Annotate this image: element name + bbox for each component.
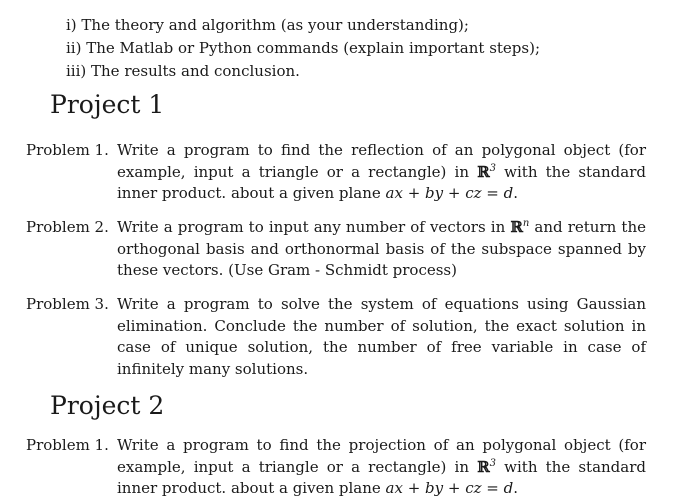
project-1-heading: Project 1 [50,90,165,119]
problem-label: Problem 1. [26,436,109,454]
plane-equation: ax + by + cz = d [385,184,514,202]
problem-text: Write a program to find the projection of an polygonal object (for example, input a triangle or a rectangle) in ℝ$^3$ with the standard inner product. about a given plane ax + by + cz = d. [117,436,646,497]
plane-equation: ax + by + cz = d [385,479,514,497]
deliverable-item-theory: i) The theory and algorithm (as your understanding); [66,16,469,34]
real-space-symbol: ℝ [477,162,490,181]
project-2-problem-1 [26,435,646,500]
project-1-problem-3 [26,294,646,380]
deliverables-list [66,14,666,83]
deliverable-item-results: iii) The results and conclusion. [66,62,300,80]
problem-label: Problem 1. [26,141,109,159]
problem-text: Write a program to solve the system of equations using Gaussian elimination. Conclude the number of solution, the exact solution in case of unique solution, the number of free variable in case of infinitely many solutions. [117,295,646,378]
project-1-problem-2 [26,217,646,282]
project-2-heading: Project 2 [50,391,165,420]
problem-text: Write a program to find the reflection of an polygonal object (for example, input a triangle or a rectangle) in ℝ$^3$ with the standard inner product. about a given plane ax + by + cz = d. [117,141,646,202]
real-space-symbol: ℝ [510,218,523,236]
problem-label: Problem 2. [26,218,109,236]
problem-label: Problem 3. [26,295,109,313]
project-1-problem-1 [26,140,646,205]
real-space-symbol: ℝ [477,457,490,476]
problem-text: Write a program to input any number of vectors in ℝ$^n$ and return the orthogonal basis and orthonormal basis of the subspace spanned by these vectors. (Use Gram - Schmidt process) [117,218,646,279]
deliverable-item-commands: ii) The Matlab or Python commands (explain important steps); [66,39,541,57]
